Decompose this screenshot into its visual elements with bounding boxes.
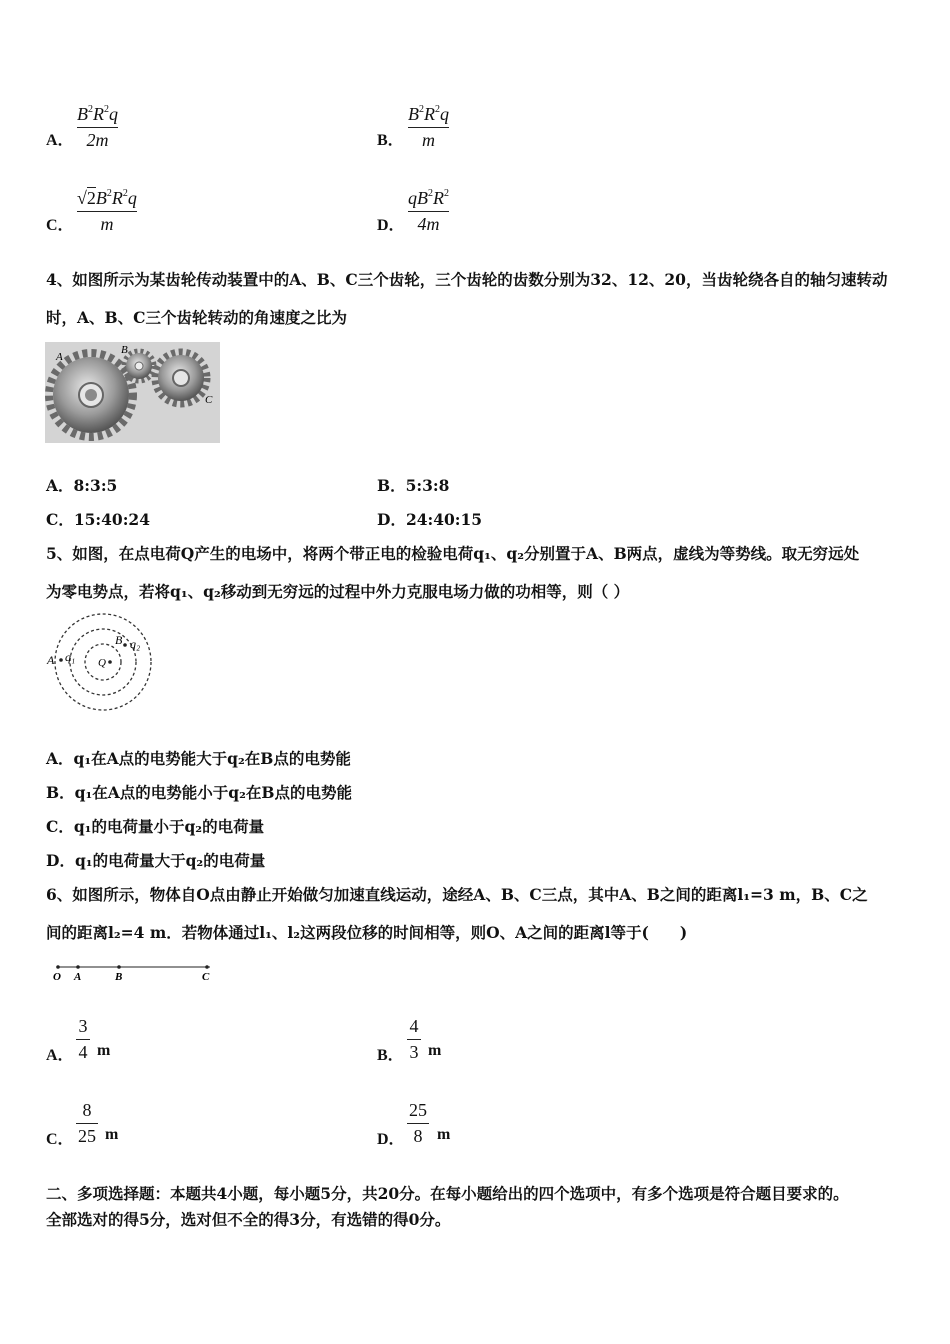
point-label-a: A xyxy=(74,971,82,983)
section2-header-line2: 全部选对的得5分，选对但不全的得3分，有选错的得0分。 xyxy=(46,1210,451,1229)
q6-option-c-label: C． xyxy=(46,1131,74,1148)
q4-option-c: C．15:40:24 xyxy=(46,510,150,529)
charge-label-q2: q₂ xyxy=(130,637,141,651)
q6-option-d-label: D． xyxy=(377,1131,405,1148)
gear-label-b: B xyxy=(121,344,128,356)
charge-label-q1: q₁ xyxy=(65,650,76,664)
gear-figure xyxy=(45,342,220,443)
q3-option-a-formula: $B^2R^2q$ 2m xyxy=(77,104,118,150)
q5-option-b: B．q₁在A点的电势能小于q₂在B点的电势能 xyxy=(46,783,352,802)
q4-option-a: A．8:3:5 xyxy=(46,476,118,495)
q5-option-a: A．q₁在A点的电势能大于q₂在B点的电势能 xyxy=(46,749,351,768)
q6-option-b-fraction: 4 3 xyxy=(407,1016,421,1063)
q6-option-d-fraction: 25 8 xyxy=(409,1100,427,1146)
q3-option-c-formula: $√2B^2R^2q$ m xyxy=(77,188,137,234)
q4-option-b: B．5:3:8 xyxy=(377,476,450,495)
gear-label-a: A xyxy=(56,351,63,363)
q3-option-a-label: A． xyxy=(46,132,74,149)
q6-option-c-unit: m xyxy=(105,1126,119,1143)
q6-option-b-label: B． xyxy=(377,1047,404,1064)
q3-option-d-formula: $qB^2R^2$ 4m xyxy=(408,188,449,234)
charge-label-b: B xyxy=(115,633,123,647)
q6-option-a-unit: m xyxy=(97,1042,111,1059)
point-label-c: C xyxy=(202,971,210,983)
q4-stem-line1: 4、如图所示为某齿轮传动装置中的A、B、C三个齿轮，三个齿轮的齿数分别为32、12、20，当齿轮绕各自的轴匀速转动 xyxy=(46,270,888,289)
q6-option-c-fraction: 8 25 xyxy=(78,1100,96,1146)
q3-option-c-label: C． xyxy=(46,217,74,234)
section2-header-line1: 二、多项选择题：本题共4小题，每小题5分，共20分。在每小题给出的四个选项中，有多个选项是符合题目要求的。 xyxy=(46,1184,849,1203)
charge-label-a: A xyxy=(47,653,55,667)
q5-option-c: C．q₁的电荷量小于q₂的电荷量 xyxy=(46,817,265,836)
q5-stem-line2: 为零电势点，若将q₁、q₂移动到无穷远的过程中外力克服电场力做的功相等，则（ ） xyxy=(46,582,630,601)
q6-option-a-fraction: 3 4 xyxy=(76,1016,90,1063)
point-label-o: O xyxy=(53,971,61,983)
q4-stem-line2: 时，A、B、C三个齿轮转动的角速度之比为 xyxy=(46,308,347,327)
q6-option-a-label: A． xyxy=(46,1047,74,1064)
q6-stem-line2: 间的距离l₂=4 m．若物体通过l₁、l₂这两段位移的时间相等，则O、A之间的距离l等于( ) xyxy=(46,923,688,942)
q4-option-d: D．24:40:15 xyxy=(377,510,483,529)
q6-option-b-unit: m xyxy=(428,1042,442,1059)
q5-stem-line1: 5、如图，在点电荷Q产生的电场中，将两个带正电的检验电荷q₁、q₂分别置于A、B两点，虚线为等势线。取无穷远处 xyxy=(46,544,860,563)
q3-option-b-label: B． xyxy=(377,132,404,149)
q6-option-d-unit: m xyxy=(437,1126,451,1143)
q3-option-d-label: D． xyxy=(377,217,405,234)
equipotential-figure xyxy=(45,612,165,714)
q5-option-d: D．q₁的电荷量大于q₂的电荷量 xyxy=(46,851,266,870)
q6-stem-line1: 6、如图所示，物体自O点由静止开始做匀加速直线运动，途经A、B、C三点，其中A、B之间的距离l₁=3 m，B、C之 xyxy=(46,885,868,904)
gear-label-c: C xyxy=(205,394,213,406)
motion-line-figure xyxy=(50,960,220,986)
q3-option-b-formula: $B^2R^2q$ m xyxy=(408,104,449,150)
charge-label-q: Q xyxy=(98,657,106,669)
point-label-b: B xyxy=(115,971,123,983)
